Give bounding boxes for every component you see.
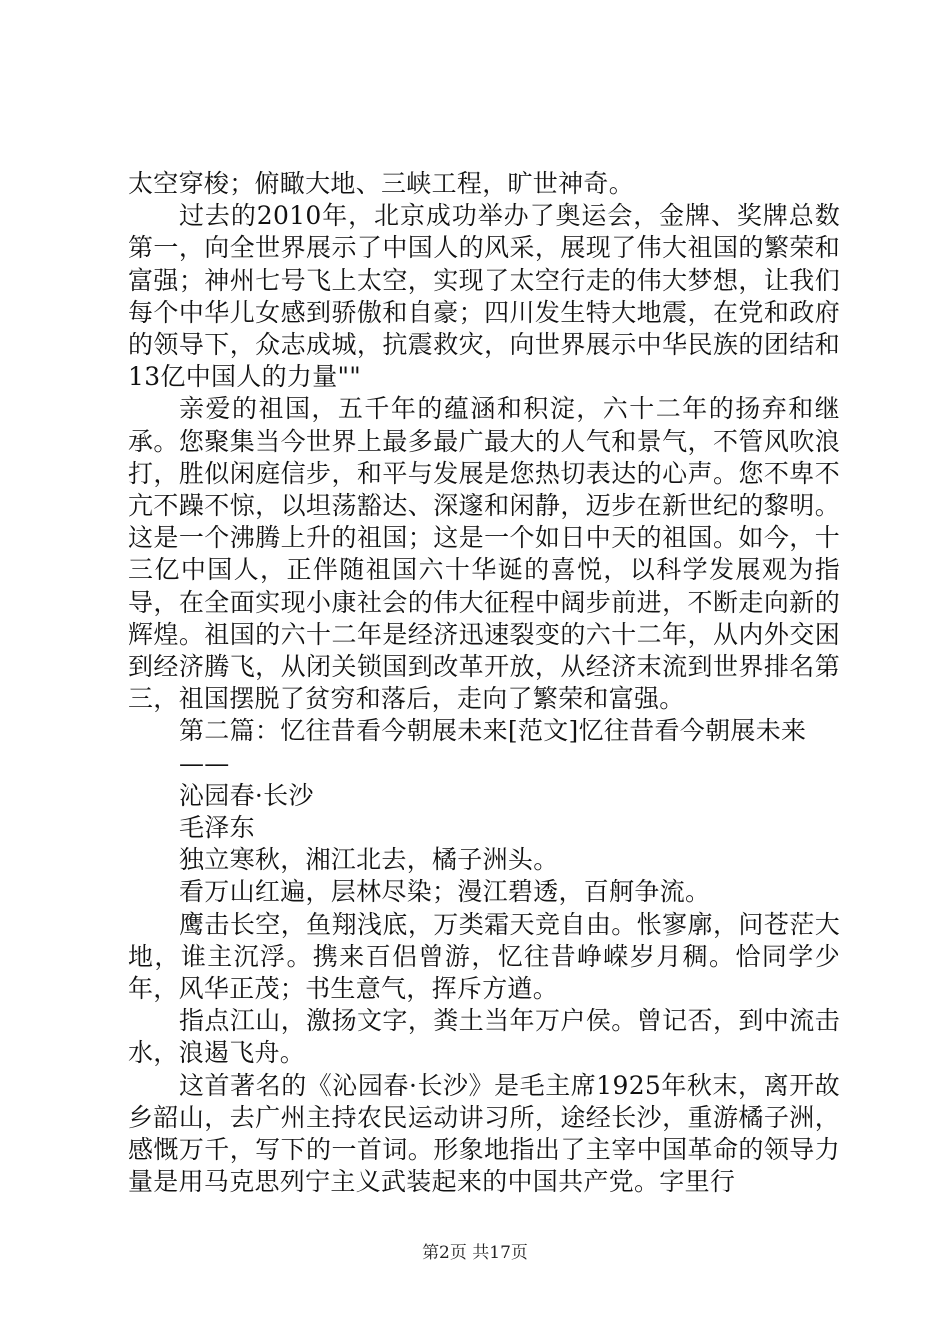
- page-number-footer: 第2页 共17页: [422, 1243, 528, 1263]
- paragraph-continuation: 太空穿梭；俯瞰大地、三峡工程，旷世神奇。: [128, 169, 635, 198]
- document-body: [128, 168, 840, 1199]
- poem-stanza-2: 指点江山，激扬文字，粪土当年万户侯。曾记否，到中流击水，浪遏飞舟。: [128, 1006, 840, 1068]
- paragraph-2010-achievements: 过去的2010年，北京成功举办了奥运会，金牌、奖牌总数第一，向全世界展示了中国人的风采，展现了伟大祖国的繁荣和富强；神州七号飞上太空，实现了太空行走的伟大梦想，让我们每个中华儿女感到骄傲和自豪；四川发生特大地震，在党和政府的领导下，众志成城，抗震救灾，向世界展示中华民族的团结和13亿中国人的力量"": [128, 201, 840, 392]
- poem-line-2: 看万山红遍，层林尽染；漫江碧透，百舸争流。: [179, 877, 711, 907]
- section-title-dash: ——: [179, 748, 230, 778]
- poem-author: 毛泽东: [179, 813, 255, 843]
- section-title: 第二篇：忆往昔看今朝展未来[范文]忆往昔看今朝展未来: [179, 716, 807, 746]
- poem-title: 沁园春·长沙: [179, 780, 314, 810]
- paragraph-poem-commentary: 这首著名的《沁园春·长沙》是毛主席1925年秋末，离开故乡韶山，去广州主持农民运动讲习所，途经长沙，重游橘子洲，感慨万千，写下的一首词。形象地指出了主宰中国革命的领导力量是用马克思列宁主义武装起来的中国共产党。字里行: [128, 1070, 840, 1197]
- poem-line-1: 独立寒秋，湘江北去，橘子洲头。: [179, 845, 559, 875]
- paragraph-dear-motherland: 亲爱的祖国，五千年的蕴涵和积淀，六十二年的扬弃和继承。您聚集当今世界上最多最广最大的人气和景气，不管风吹浪打，胜似闲庭信步，和平与发展是您热切表达的心声。您不卑不亢不躁不惊，以坦荡豁达、深邃和闲静，迈步在新世纪的黎明。这是一个沸腾上升的祖国；这是一个如日中天的祖国。如今，十三亿中国人，正伴随祖国六十华诞的喜悦，以科学发展观为指导，在全面实现小康社会的伟大征程中阔步前进，不断走向新的辉煌。祖国的六十二年是经济迅速裂变的六十二年，从内外交困到经济腾飞，从闭关锁国到改革开放，从经济末流到世界排名第三，祖国摆脱了贫穷和落后，走向了繁荣和富强。: [128, 394, 840, 714]
- poem-stanza-1: 鹰击长空，鱼翔浅底，万类霜天竞自由。怅寥廓，问苍茫大地，谁主沉浮。携来百侣曾游，忆往昔峥嵘岁月稠。恰同学少年，风华正茂；书生意气，挥斥方遒。: [128, 909, 840, 1004]
